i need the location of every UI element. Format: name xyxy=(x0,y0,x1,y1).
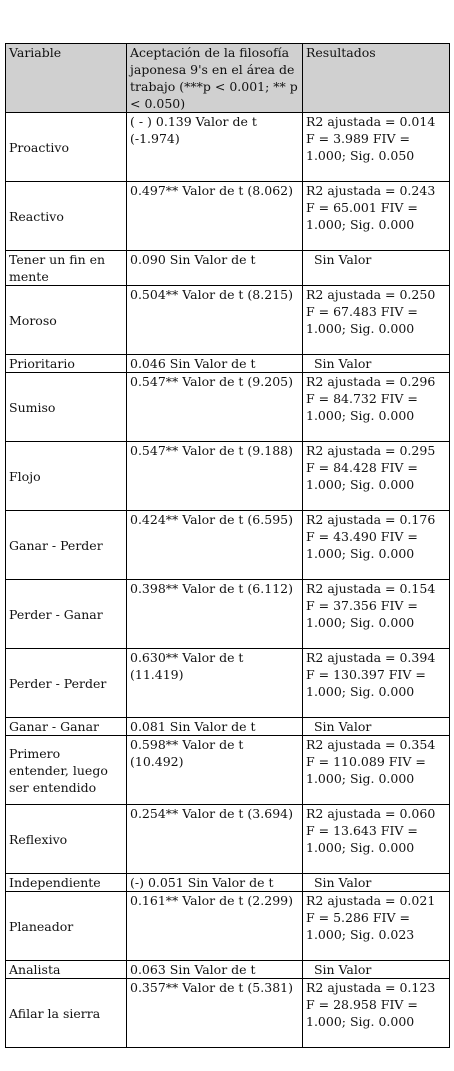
variable-cell: Primero entender, luego ser entendido xyxy=(6,736,127,805)
coef-cell: 0.547** Valor de t (9.205) xyxy=(127,373,303,442)
table-header-row xyxy=(6,44,450,113)
result-cell: R2 ajustada = 0.060 F = 13.643 FIV = 1.000; Sig. 0.000 xyxy=(303,805,450,874)
result-cell: R2 ajustada = 0.243 F = 65.001 FIV = 1.000; Sig. 0.000 xyxy=(303,182,450,251)
table-row xyxy=(6,113,450,182)
variable-cell: Reactivo xyxy=(6,182,127,251)
table-row xyxy=(6,442,450,511)
coef-cell: 0.254** Valor de t (3.694) xyxy=(127,805,303,874)
result-cell: R2 ajustada = 0.014 F = 3.989 FIV = 1.000; Sig. 0.050 xyxy=(303,113,450,182)
table-row xyxy=(6,511,450,580)
result-cell: R2 ajustada = 0.295 F = 84.428 FIV = 1.000; Sig. 0.000 xyxy=(303,442,450,511)
variable-cell: Sumiso xyxy=(6,373,127,442)
result-cell: R2 ajustada = 0.176 F = 43.490 FIV = 1.000; Sig. 0.000 xyxy=(303,511,450,580)
header-resultados: Resultados xyxy=(303,44,450,113)
variable-cell: Ganar - Ganar xyxy=(6,718,127,736)
table-row xyxy=(6,355,450,373)
coef-cell: 0.357** Valor de t (5.381) xyxy=(127,979,303,1048)
table-row xyxy=(6,286,450,355)
coef-cell: (-) 0.051 Sin Valor de t xyxy=(127,874,303,892)
coef-cell: 0.090 Sin Valor de t xyxy=(127,251,303,286)
table-row xyxy=(6,961,450,979)
variable-cell: Ganar - Perder xyxy=(6,511,127,580)
table-row xyxy=(6,251,450,286)
coef-cell: 0.081 Sin Valor de t xyxy=(127,718,303,736)
header-variable: Variable xyxy=(6,44,127,113)
coef-cell: 0.504** Valor de t (8.215) xyxy=(127,286,303,355)
table-row xyxy=(6,373,450,442)
variable-cell: Flojo xyxy=(6,442,127,511)
table-row xyxy=(6,580,450,649)
table-row xyxy=(6,979,450,1048)
variable-cell: Reflexivo xyxy=(6,805,127,874)
table-row xyxy=(6,874,450,892)
result-cell: Sin Valor xyxy=(303,251,450,286)
result-cell: R2 ajustada = 0.250 F = 67.483 FIV = 1.000; Sig. 0.000 xyxy=(303,286,450,355)
result-cell: R2 ajustada = 0.354 F = 110.089 FIV = 1.000; Sig. 0.000 xyxy=(303,736,450,805)
table-row xyxy=(6,892,450,961)
variable-cell: Afilar la sierra xyxy=(6,979,127,1048)
result-cell: R2 ajustada = 0.154 F = 37.356 FIV = 1.000; Sig. 0.000 xyxy=(303,580,450,649)
variable-cell: Independiente xyxy=(6,874,127,892)
result-cell: Sin Valor xyxy=(303,874,450,892)
coef-cell: 0.630** Valor de t (11.419) xyxy=(127,649,303,718)
variable-cell: Perder - Perder xyxy=(6,649,127,718)
result-cell: Sin Valor xyxy=(303,718,450,736)
results-table-container xyxy=(5,43,449,1048)
result-cell: Sin Valor xyxy=(303,355,450,373)
coef-cell: 0.398** Valor de t (6.112) xyxy=(127,580,303,649)
coef-cell: 0.063 Sin Valor de t xyxy=(127,961,303,979)
coef-cell: 0.547** Valor de t (9.188) xyxy=(127,442,303,511)
coef-cell: 0.161** Valor de t (2.299) xyxy=(127,892,303,961)
coef-cell: 0.497** Valor de t (8.062) xyxy=(127,182,303,251)
table-row xyxy=(6,718,450,736)
variable-cell: Tener un fin en mente xyxy=(6,251,127,286)
table-row xyxy=(6,182,450,251)
header-aceptacion: Aceptación de la filosofía japonesa 9's en el área de trabajo (***p < 0.001; ** p < 0.050) xyxy=(127,44,303,113)
variable-cell: Analista xyxy=(6,961,127,979)
coef-cell: ( - ) 0.139 Valor de t (-1.974) xyxy=(127,113,303,182)
variable-cell: Prioritario xyxy=(6,355,127,373)
coef-cell: 0.424** Valor de t (6.595) xyxy=(127,511,303,580)
result-cell: R2 ajustada = 0.123 F = 28.958 FIV = 1.000; Sig. 0.000 xyxy=(303,979,450,1048)
variable-cell: Proactivo xyxy=(6,113,127,182)
result-cell: R2 ajustada = 0.296 F = 84.732 FIV = 1.000; Sig. 0.000 xyxy=(303,373,450,442)
variable-cell: Perder - Ganar xyxy=(6,580,127,649)
result-cell: R2 ajustada = 0.021 F = 5.286 FIV = 1.000; Sig. 0.023 xyxy=(303,892,450,961)
table-row xyxy=(6,805,450,874)
variable-cell: Planeador xyxy=(6,892,127,961)
results-table xyxy=(5,43,450,1048)
coef-cell: 0.598** Valor de t (10.492) xyxy=(127,736,303,805)
result-cell: Sin Valor xyxy=(303,961,450,979)
variable-cell: Moroso xyxy=(6,286,127,355)
result-cell: R2 ajustada = 0.394 F = 130.397 FIV = 1.000; Sig. 0.000 xyxy=(303,649,450,718)
table-row xyxy=(6,736,450,805)
coef-cell: 0.046 Sin Valor de t xyxy=(127,355,303,373)
table-row xyxy=(6,649,450,718)
